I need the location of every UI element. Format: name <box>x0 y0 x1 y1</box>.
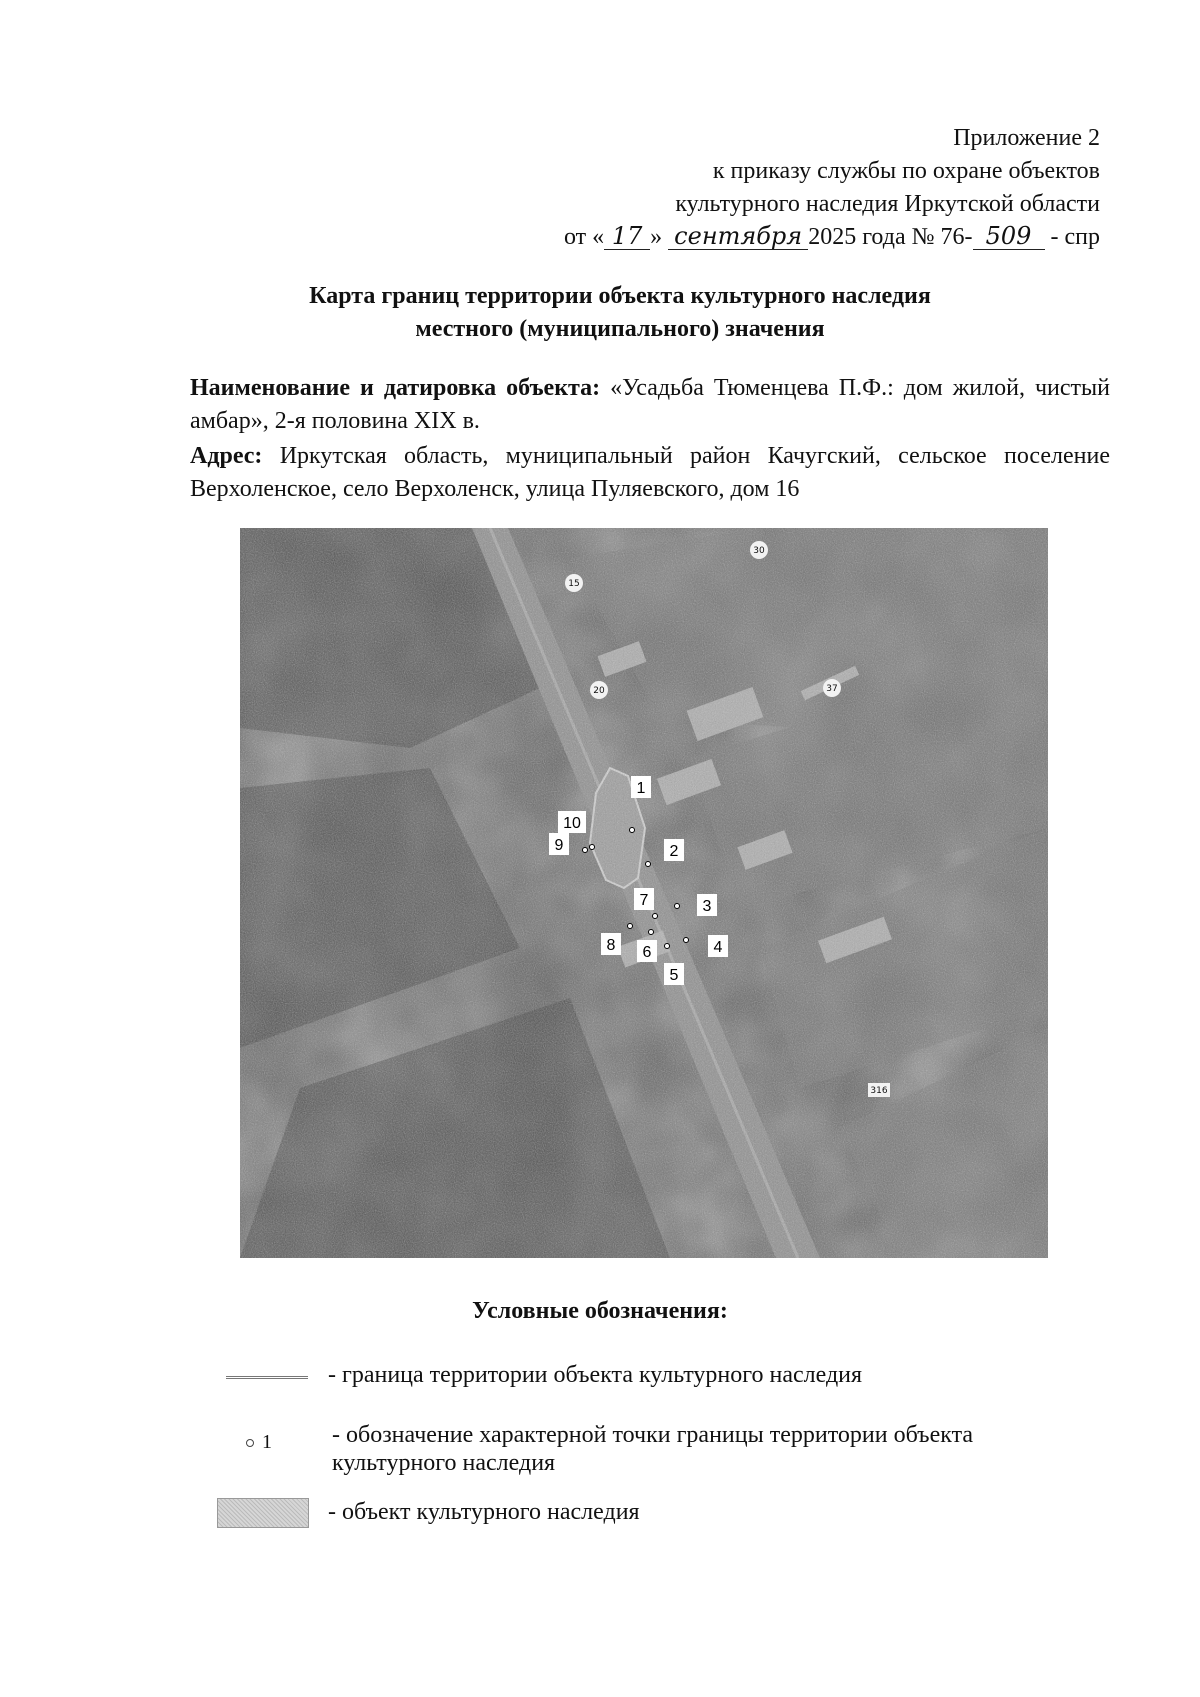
order-suffix: - спр <box>1050 224 1100 250</box>
point-dot-icon <box>246 1439 254 1447</box>
legend-boundary: - граница территории объекта культурного наследия <box>328 1362 863 1388</box>
house-number-badge <box>750 541 768 559</box>
appendix-date-line <box>564 221 1100 254</box>
map-canvas <box>240 528 1048 1258</box>
house-number-badge <box>823 679 841 697</box>
legend-title: Условные обозначения: <box>472 1298 728 1324</box>
house-number-label: 20 <box>593 686 605 696</box>
boundary-point-label: 4 <box>713 939 723 956</box>
title-line-2: местного (муниципального) значения <box>415 316 825 342</box>
boundary-point-label: 7 <box>639 892 649 909</box>
boundary-point-label: 1 <box>636 780 646 797</box>
boundary-point-label: 3 <box>702 898 712 915</box>
appendix-line-2: к приказу службы по охране объектов <box>712 158 1100 184</box>
object-name-value: «Усадьба Тюменцева П.Ф.: дом жилой, чистый амбар», 2-я половина XIX в. <box>190 375 1111 434</box>
heritage-object-symbol <box>217 1498 309 1528</box>
boundary-point-label: 8 <box>606 937 616 954</box>
boundary-point-symbol <box>246 1431 272 1454</box>
address-value: Иркутская область, муниципальный район Качугский, сельское поселение Верхоленское, село Верхоленск, улица Пуляевского, дом 16 <box>190 443 1110 502</box>
title-line-1: Карта границ территории объекта культурного наследия <box>309 283 931 309</box>
date-prefix: от « <box>564 224 605 250</box>
object-name-label: Наименование и датировка объекта: <box>190 375 601 401</box>
year-text: 2025 года № 76- <box>808 224 973 250</box>
appendix-line-1: Приложение 2 <box>953 125 1100 151</box>
boundary-point-label: 10 <box>563 815 581 832</box>
handwritten-number: 509 <box>973 223 1045 250</box>
address-paragraph <box>190 440 1110 506</box>
handwritten-month: сентября <box>668 223 808 250</box>
boundary-point-label: 6 <box>642 944 652 961</box>
boundary-point-label: 2 <box>669 843 679 860</box>
point-symbol-number: 1 <box>262 1431 272 1453</box>
house-number-label: 37 <box>826 684 838 694</box>
boundary-point-label: 9 <box>554 837 564 854</box>
legend-object: - объект культурного наследия <box>328 1499 640 1525</box>
house-number-label: 316 <box>870 1086 888 1096</box>
house-number-badge <box>868 1083 890 1097</box>
appendix-header <box>564 122 1100 254</box>
boundary-point-label: 5 <box>669 967 679 984</box>
page-title <box>200 280 1040 346</box>
legend-point: - обозначение характерной точки границы территории объекта культурного наследия <box>332 1422 974 1476</box>
house-number-badge <box>590 681 608 699</box>
house-number-label: 30 <box>753 546 765 556</box>
boundary-line-symbol <box>226 1376 308 1379</box>
date-mid: » <box>650 224 663 250</box>
appendix-line-3: культурного наследия Иркутской области <box>675 191 1100 217</box>
house-number-badge <box>565 574 583 592</box>
handwritten-day: 17 <box>604 223 650 250</box>
house-number-label: 15 <box>568 579 580 589</box>
object-name-paragraph <box>190 372 1110 438</box>
address-label: Адрес: <box>190 443 263 469</box>
satellite-map <box>240 528 1048 1258</box>
